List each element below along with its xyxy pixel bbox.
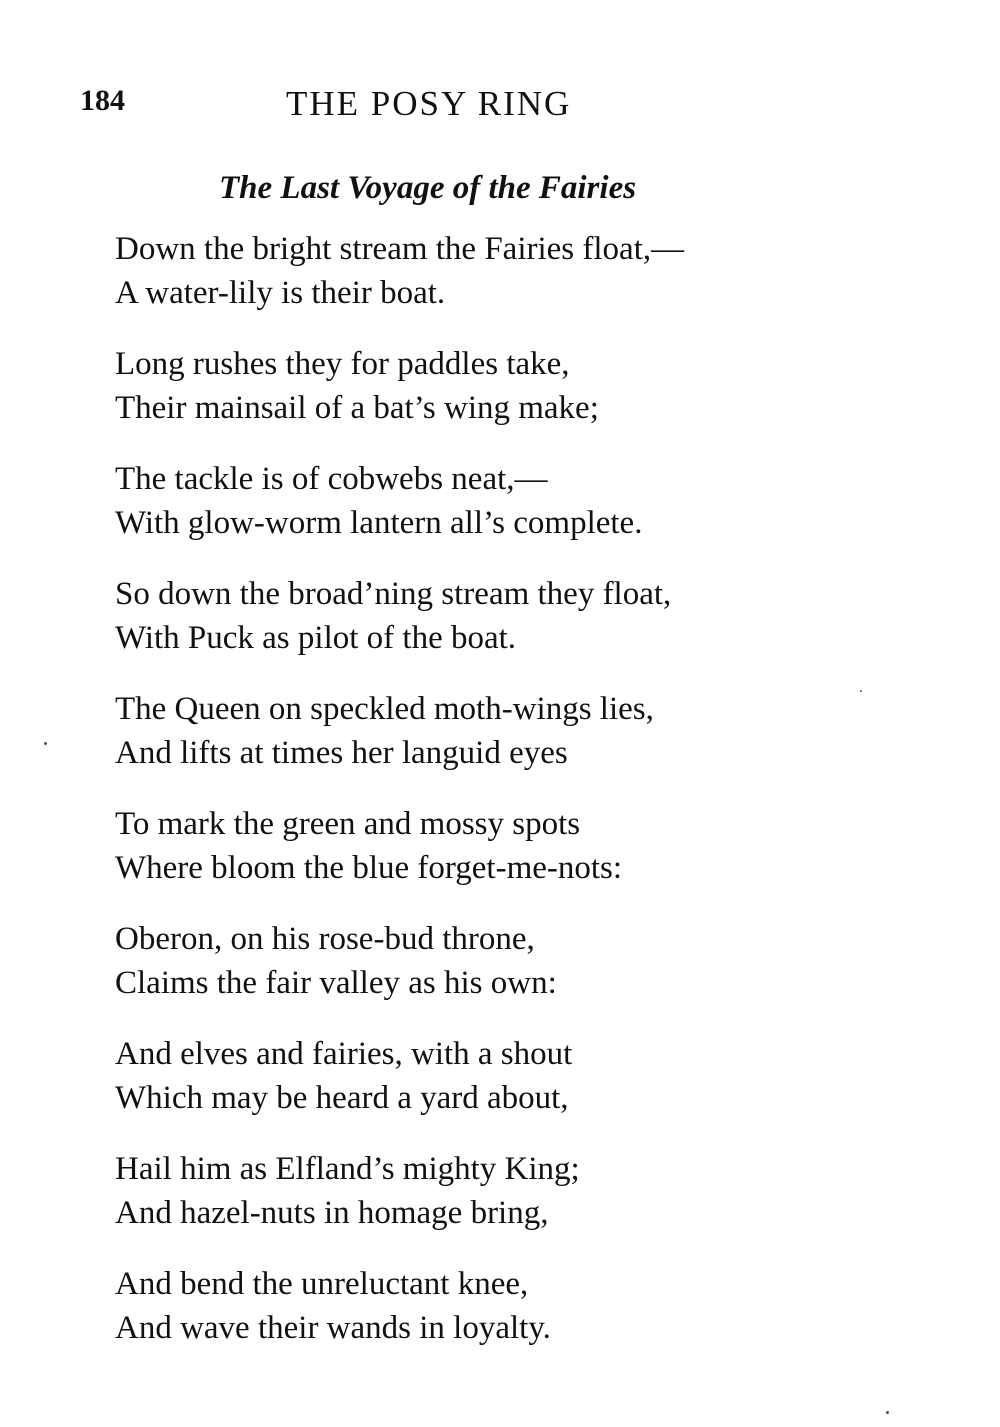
stanza	[115, 457, 935, 545]
stanza	[115, 227, 935, 315]
stanza	[115, 342, 935, 430]
scan-speck	[860, 690, 862, 692]
stanza	[115, 1147, 935, 1235]
poem-line: Long rushes they for paddles take,	[115, 346, 570, 382]
poem-line: And hazel-nuts in homage bring,	[115, 1195, 549, 1231]
poem-line: Which may be heard a yard about,	[115, 1080, 569, 1116]
poem-line: Down the bright stream the Fairies float,—	[115, 231, 685, 267]
stanza	[115, 1032, 935, 1120]
poem-line: Claims the fair valley as his own:	[115, 965, 557, 1001]
stanza	[115, 802, 935, 890]
poem-line: To mark the green and mossy spots	[115, 806, 581, 842]
poem-line: And lifts at times her languid eyes	[115, 735, 568, 771]
poem-line: Where bloom the blue forget-me-nots:	[115, 850, 623, 886]
scan-speck	[44, 742, 47, 745]
poem-line: The tackle is of cobwebs neat,—	[115, 461, 548, 497]
running-head-title: THE POSY RING	[286, 84, 572, 123]
poem-title: The Last Voyage of the Fairies	[219, 170, 637, 206]
poem-line: With Puck as pilot of the boat.	[115, 620, 517, 656]
poem-line: Their mainsail of a bat’s wing make;	[115, 390, 599, 426]
scan-speck	[886, 1411, 889, 1414]
poem-line: With glow-worm lantern all’s complete.	[115, 505, 643, 541]
poem-line: So down the broad’ning stream they float,	[115, 576, 672, 612]
stanza	[115, 687, 935, 775]
poem-line: Oberon, on his rose-bud throne,	[115, 921, 535, 957]
page-number: 184	[80, 84, 125, 117]
stanza	[115, 1262, 935, 1350]
poem-line: And bend the unreluctant knee,	[115, 1266, 529, 1302]
poem-line: A water-lily is their boat.	[115, 275, 446, 311]
poem-line: And elves and fairies, with a shout	[115, 1036, 573, 1072]
stanza	[115, 917, 935, 1005]
poem-line: The Queen on speckled moth-wings lies,	[115, 691, 654, 727]
poem-line: Hail him as Elfland’s mighty King;	[115, 1151, 580, 1187]
poem-body	[115, 227, 935, 1377]
poem-line: And wave their wands in loyalty.	[115, 1310, 551, 1346]
stanza	[115, 572, 935, 660]
